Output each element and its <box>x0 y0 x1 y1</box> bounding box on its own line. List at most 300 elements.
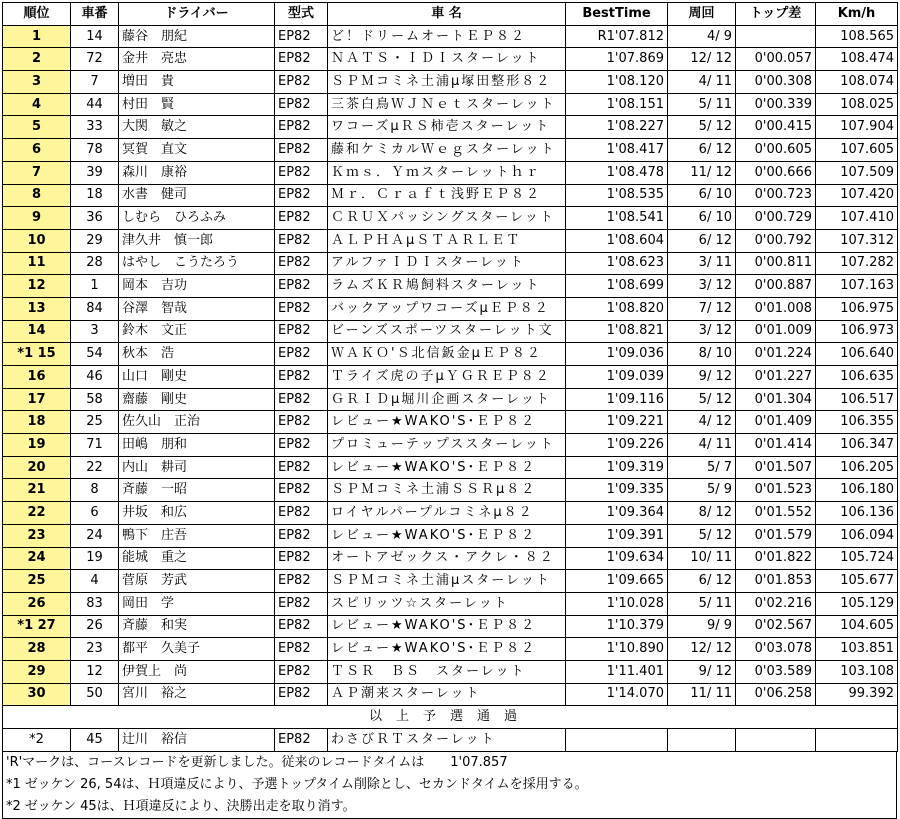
gap-cell: 0'01.224 <box>736 343 816 366</box>
car-name-cell: アルファＩＤＩスターレット <box>328 252 566 275</box>
position-cell: 8 <box>3 184 71 207</box>
table-row <box>3 116 898 139</box>
car-number-cell: 24 <box>71 524 119 547</box>
car-name-cell: スピリッツ☆スターレット <box>328 592 566 615</box>
gap-cell: 0'01.304 <box>736 388 816 411</box>
header-row <box>3 3 898 26</box>
car-name-cell: 藤和ケミカルＷｅｇスターレット <box>328 139 566 162</box>
dnq-position: *2 <box>3 729 71 752</box>
speed-cell: 107.312 <box>816 229 898 252</box>
driver-cell: 大関 敏之 <box>119 116 275 139</box>
car-name-cell: プロミューテップススターレット <box>328 434 566 457</box>
laps-cell: 3/ 11 <box>668 252 736 275</box>
car-number-cell: 23 <box>71 638 119 661</box>
best-time-cell: 1'11.401 <box>566 660 668 683</box>
note-penalty-2: *2 ゼッケン 45は、Ｈ項違反により、決勝出走を取り消す。 <box>6 798 356 814</box>
table-row <box>3 207 898 230</box>
best-time-cell: 1'09.335 <box>566 479 668 502</box>
driver-cell: 斉藤 一昭 <box>119 479 275 502</box>
model-cell: EP82 <box>275 275 328 298</box>
speed-cell: 103.108 <box>816 660 898 683</box>
driver-cell: 齋藤 剛史 <box>119 388 275 411</box>
car-number-cell: 3 <box>71 320 119 343</box>
speed-cell: 107.282 <box>816 252 898 275</box>
car-name-cell: ＮＡＴＳ・ＩＤＩスターレット <box>328 48 566 71</box>
model-cell: EP82 <box>275 252 328 275</box>
speed-cell: 106.347 <box>816 434 898 457</box>
car-number-cell: 6 <box>71 502 119 525</box>
header-speed: Km/h <box>816 3 898 26</box>
car-number-cell: 12 <box>71 660 119 683</box>
laps-cell: 5/ 7 <box>668 456 736 479</box>
table-row <box>3 434 898 457</box>
position-cell: 12 <box>3 275 71 298</box>
car-name-cell: ＧＲＩＤμ堀川企画スターレット <box>328 388 566 411</box>
car-name-cell: 三茶白鳥ＷＪＮｅｔスターレット <box>328 93 566 116</box>
car-number-cell: 39 <box>71 161 119 184</box>
model-cell: EP82 <box>275 502 328 525</box>
position-cell: 19 <box>3 434 71 457</box>
position-cell: 9 <box>3 207 71 230</box>
model-cell: EP82 <box>275 93 328 116</box>
speed-cell: 105.677 <box>816 570 898 593</box>
best-time-cell: 1'10.379 <box>566 615 668 638</box>
table-row <box>3 25 898 48</box>
best-time-cell: R1'07.812 <box>566 25 668 48</box>
car-number-cell: 78 <box>71 139 119 162</box>
gap-cell: 0'00.792 <box>736 229 816 252</box>
speed-cell: 106.975 <box>816 297 898 320</box>
dnq-car-number: 45 <box>71 729 119 752</box>
car-name-cell: Ｔライズ虎の子μＹＧＲＥＰ８２ <box>328 366 566 389</box>
model-cell: EP82 <box>275 297 328 320</box>
laps-cell: 5/ 11 <box>668 592 736 615</box>
model-cell: EP82 <box>275 71 328 94</box>
laps-cell: 9/ 9 <box>668 615 736 638</box>
gap-cell: 0'00.811 <box>736 252 816 275</box>
laps-cell: 6/ 12 <box>668 229 736 252</box>
speed-cell: 106.355 <box>816 411 898 434</box>
gap-cell: 0'01.552 <box>736 502 816 525</box>
car-number-cell: 19 <box>71 547 119 570</box>
model-cell: EP82 <box>275 660 328 683</box>
qualified-separator-row <box>3 706 898 729</box>
best-time-cell: 1'10.890 <box>566 638 668 661</box>
position-cell: 7 <box>3 161 71 184</box>
car-number-cell: 36 <box>71 207 119 230</box>
gap-cell: 0'02.567 <box>736 615 816 638</box>
table-row <box>3 252 898 275</box>
speed-cell: 108.565 <box>816 25 898 48</box>
laps-cell: 6/ 10 <box>668 184 736 207</box>
table-row <box>3 683 898 706</box>
speed-cell: 107.420 <box>816 184 898 207</box>
model-cell: EP82 <box>275 683 328 706</box>
car-name-cell: ワコーズμＲＳ柿壱スターレット <box>328 116 566 139</box>
car-name-cell: ＳＰＭコミネ土浦μ塚田整形８２ <box>328 71 566 94</box>
car-number-cell: 84 <box>71 297 119 320</box>
results-table <box>2 2 898 752</box>
header-driver: ドライバー <box>119 3 275 26</box>
car-number-cell: 71 <box>71 434 119 457</box>
best-time-cell: 1'07.869 <box>566 48 668 71</box>
position-cell: 2 <box>3 48 71 71</box>
gap-cell: 0'03.078 <box>736 638 816 661</box>
car-number-cell: 29 <box>71 229 119 252</box>
laps-cell: 3/ 12 <box>668 275 736 298</box>
header-car-number: 車番 <box>71 3 119 26</box>
best-time-cell: 1'09.036 <box>566 343 668 366</box>
driver-cell: 増田 貴 <box>119 71 275 94</box>
laps-cell: 9/ 12 <box>668 660 736 683</box>
driver-cell: 水書 健司 <box>119 184 275 207</box>
gap-cell: 0'01.409 <box>736 411 816 434</box>
gap-cell: 0'01.507 <box>736 456 816 479</box>
speed-cell: 106.205 <box>816 456 898 479</box>
results-sheet <box>2 2 897 819</box>
laps-cell: 5/ 11 <box>668 93 736 116</box>
best-time-cell: 1'09.116 <box>566 388 668 411</box>
table-row <box>3 229 898 252</box>
note-penalty-1: *1 ゼッケン 26, 54は、Ｈ項違反により、予選トップタイム削除とし、セカンドタイムを採用する。 <box>6 776 588 792</box>
laps-cell: 3/ 12 <box>668 320 736 343</box>
table-row <box>3 275 898 298</box>
laps-cell: 11/ 12 <box>668 161 736 184</box>
table-row <box>3 479 898 502</box>
position-cell: 13 <box>3 297 71 320</box>
model-cell: EP82 <box>275 320 328 343</box>
position-cell: 28 <box>3 638 71 661</box>
dnq-gap <box>736 729 816 752</box>
car-number-cell: 26 <box>71 615 119 638</box>
car-number-cell: 58 <box>71 388 119 411</box>
position-cell: 29 <box>3 660 71 683</box>
best-time-cell: 1'08.535 <box>566 184 668 207</box>
driver-cell: 菅原 芳武 <box>119 570 275 593</box>
model-cell: EP82 <box>275 570 328 593</box>
model-cell: EP82 <box>275 479 328 502</box>
table-row <box>3 615 898 638</box>
gap-cell: 0'00.308 <box>736 71 816 94</box>
model-cell: EP82 <box>275 139 328 162</box>
gap-cell: 0'00.887 <box>736 275 816 298</box>
position-cell: 23 <box>3 524 71 547</box>
table-row <box>3 592 898 615</box>
table-row <box>3 502 898 525</box>
dnq-car-name: わさびＲＴスターレット <box>328 729 566 752</box>
car-name-cell: Ｋｍｓ．Ｙｍスターレットｈｒ <box>328 161 566 184</box>
position-cell: 21 <box>3 479 71 502</box>
best-time-cell: 1'08.541 <box>566 207 668 230</box>
best-time-cell: 1'08.820 <box>566 297 668 320</box>
car-number-cell: 14 <box>71 25 119 48</box>
model-cell: EP82 <box>275 524 328 547</box>
table-row <box>3 547 898 570</box>
best-time-cell: 1'09.039 <box>566 366 668 389</box>
table-row <box>3 139 898 162</box>
model-cell: EP82 <box>275 229 328 252</box>
car-name-cell: オートアゼックス・アクレ・８２ <box>328 547 566 570</box>
driver-cell: 田嶋 朋和 <box>119 434 275 457</box>
speed-cell: 105.724 <box>816 547 898 570</box>
results-body <box>3 25 898 706</box>
speed-cell: 106.635 <box>816 366 898 389</box>
gap-cell: 0'01.227 <box>736 366 816 389</box>
car-name-cell: ＷＡＫＯ'Ｓ北信鈑金μＥＰ８２ <box>328 343 566 366</box>
driver-cell: 宮川 裕之 <box>119 683 275 706</box>
header-best-time: BestTime <box>566 3 668 26</box>
speed-cell: 108.074 <box>816 71 898 94</box>
dnq-row <box>3 729 898 752</box>
car-number-cell: 28 <box>71 252 119 275</box>
model-cell: EP82 <box>275 366 328 389</box>
car-name-cell: ＴＳＲ ＢＳ スターレット <box>328 660 566 683</box>
model-cell: EP82 <box>275 161 328 184</box>
table-row <box>3 48 898 71</box>
dnq-speed <box>816 729 898 752</box>
car-name-cell: バックアップワコーズμＥＰ８２ <box>328 297 566 320</box>
driver-cell: 秋本 浩 <box>119 343 275 366</box>
driver-cell: 森川 康裕 <box>119 161 275 184</box>
laps-cell: 12/ 12 <box>668 48 736 71</box>
car-name-cell: ＳＰＭコミネ土浦μスターレット <box>328 570 566 593</box>
best-time-cell: 1'09.391 <box>566 524 668 547</box>
speed-cell: 99.392 <box>816 683 898 706</box>
laps-cell: 4/ 12 <box>668 411 736 434</box>
car-name-cell: ＡＬＰＨＡμＳＴＡＲＬＥＴ <box>328 229 566 252</box>
car-number-cell: 46 <box>71 366 119 389</box>
driver-cell: はやし こうたろう <box>119 252 275 275</box>
note-record: 'R'マークは、コースレコードを更新しました。従来のレコードタイムは 1'07.857 <box>6 754 508 770</box>
table-row <box>3 320 898 343</box>
gap-cell: 0'06.258 <box>736 683 816 706</box>
model-cell: EP82 <box>275 615 328 638</box>
position-cell: 22 <box>3 502 71 525</box>
car-name-cell: レビュー★WAKO'S･ＥＰ８２ <box>328 411 566 434</box>
gap-cell: 0'01.008 <box>736 297 816 320</box>
table-row <box>3 71 898 94</box>
car-number-cell: 7 <box>71 71 119 94</box>
laps-cell: 4/ 11 <box>668 434 736 457</box>
best-time-cell: 1'09.665 <box>566 570 668 593</box>
header-car-name: 車 名 <box>328 3 566 26</box>
car-number-cell: 72 <box>71 48 119 71</box>
position-cell: 4 <box>3 93 71 116</box>
car-number-cell: 1 <box>71 275 119 298</box>
car-name-cell: ＣＲＵＸパッシングスターレット <box>328 207 566 230</box>
gap-cell: 0'00.415 <box>736 116 816 139</box>
model-cell: EP82 <box>275 547 328 570</box>
gap-cell: 0'01.579 <box>736 524 816 547</box>
laps-cell: 7/ 12 <box>668 297 736 320</box>
laps-cell: 5/ 12 <box>668 524 736 547</box>
car-name-cell: レビュー★WAKO'S･ＥＰ８２ <box>328 524 566 547</box>
speed-cell: 107.410 <box>816 207 898 230</box>
model-cell: EP82 <box>275 411 328 434</box>
car-name-cell: ＡＰ潮来スターレット <box>328 683 566 706</box>
table-row <box>3 660 898 683</box>
car-number-cell: 83 <box>71 592 119 615</box>
gap-cell: 0'00.057 <box>736 48 816 71</box>
speed-cell: 105.129 <box>816 592 898 615</box>
driver-cell: 村田 賢 <box>119 93 275 116</box>
speed-cell: 106.640 <box>816 343 898 366</box>
car-name-cell: Ｍｒ．Ｃｒａｆｔ浅野ＥＰ８２ <box>328 184 566 207</box>
dnq-laps <box>668 729 736 752</box>
driver-cell: 津久井 慎一郎 <box>119 229 275 252</box>
driver-cell: 岡本 吉功 <box>119 275 275 298</box>
laps-cell: 6/ 12 <box>668 139 736 162</box>
driver-cell: 内山 耕司 <box>119 456 275 479</box>
model-cell: EP82 <box>275 592 328 615</box>
laps-cell: 9/ 12 <box>668 366 736 389</box>
gap-cell: 0'01.009 <box>736 320 816 343</box>
speed-cell: 104.605 <box>816 615 898 638</box>
gap-cell: 0'00.339 <box>736 93 816 116</box>
header-laps: 周回 <box>668 3 736 26</box>
speed-cell: 107.904 <box>816 116 898 139</box>
gap-cell: 0'00.666 <box>736 161 816 184</box>
gap-cell: 0'01.822 <box>736 547 816 570</box>
driver-cell: 井坂 和広 <box>119 502 275 525</box>
model-cell: EP82 <box>275 456 328 479</box>
gap-cell: 0'01.414 <box>736 434 816 457</box>
car-number-cell: 22 <box>71 456 119 479</box>
car-name-cell: ロイヤルパープルコミネμ８２ <box>328 502 566 525</box>
speed-cell: 106.180 <box>816 479 898 502</box>
model-cell: EP82 <box>275 25 328 48</box>
table-row <box>3 456 898 479</box>
position-cell: 30 <box>3 683 71 706</box>
table-row <box>3 297 898 320</box>
position-cell: 14 <box>3 320 71 343</box>
model-cell: EP82 <box>275 116 328 139</box>
best-time-cell: 1'09.634 <box>566 547 668 570</box>
speed-cell: 107.163 <box>816 275 898 298</box>
laps-cell: 5/ 9 <box>668 479 736 502</box>
driver-cell: 金井 亮忠 <box>119 48 275 71</box>
car-number-cell: 33 <box>71 116 119 139</box>
position-cell: 18 <box>3 411 71 434</box>
model-cell: EP82 <box>275 638 328 661</box>
laps-cell: 6/ 12 <box>668 570 736 593</box>
position-cell: 17 <box>3 388 71 411</box>
driver-cell: しむら ひろふみ <box>119 207 275 230</box>
driver-cell: 佐久山 正治 <box>119 411 275 434</box>
best-time-cell: 1'10.028 <box>566 592 668 615</box>
gap-cell: 0'00.729 <box>736 207 816 230</box>
model-cell: EP82 <box>275 207 328 230</box>
speed-cell: 106.136 <box>816 502 898 525</box>
car-number-cell: 44 <box>71 93 119 116</box>
table-row <box>3 411 898 434</box>
car-number-cell: 4 <box>71 570 119 593</box>
table-row <box>3 343 898 366</box>
laps-cell: 8/ 12 <box>668 502 736 525</box>
best-time-cell: 1'08.227 <box>566 116 668 139</box>
position-cell: 11 <box>3 252 71 275</box>
notes-box <box>2 752 897 819</box>
gap-cell: 0'00.723 <box>736 184 816 207</box>
best-time-cell: 1'14.070 <box>566 683 668 706</box>
car-name-cell: ど！ドリームオートＥＰ８２ <box>328 25 566 48</box>
table-row <box>3 366 898 389</box>
dnq-best-time <box>566 729 668 752</box>
driver-cell: 斉藤 和実 <box>119 615 275 638</box>
driver-cell: 鴨下 庄吾 <box>119 524 275 547</box>
laps-cell: 4/ 11 <box>668 71 736 94</box>
table-row <box>3 184 898 207</box>
model-cell: EP82 <box>275 434 328 457</box>
speed-cell: 106.517 <box>816 388 898 411</box>
laps-cell: 12/ 12 <box>668 638 736 661</box>
speed-cell: 106.973 <box>816 320 898 343</box>
gap-cell: 0'01.853 <box>736 570 816 593</box>
best-time-cell: 1'08.151 <box>566 93 668 116</box>
model-cell: EP82 <box>275 388 328 411</box>
laps-cell: 8/ 10 <box>668 343 736 366</box>
position-cell: 20 <box>3 456 71 479</box>
car-name-cell: ＳＰＭコミネ土浦ＳＳＲμ８２ <box>328 479 566 502</box>
driver-cell: 鈴木 文正 <box>119 320 275 343</box>
best-time-cell: 1'08.120 <box>566 71 668 94</box>
best-time-cell: 1'08.623 <box>566 252 668 275</box>
car-number-cell: 18 <box>71 184 119 207</box>
driver-cell: 能城 重之 <box>119 547 275 570</box>
laps-cell: 6/ 10 <box>668 207 736 230</box>
position-cell: 6 <box>3 139 71 162</box>
driver-cell: 冥賀 直文 <box>119 139 275 162</box>
table-row <box>3 524 898 547</box>
speed-cell: 103.851 <box>816 638 898 661</box>
position-cell: 25 <box>3 570 71 593</box>
position-cell: 5 <box>3 116 71 139</box>
speed-cell: 108.025 <box>816 93 898 116</box>
position-cell: 10 <box>3 229 71 252</box>
driver-cell: 岡田 学 <box>119 592 275 615</box>
best-time-cell: 1'09.319 <box>566 456 668 479</box>
header-model: 型式 <box>275 3 328 26</box>
speed-cell: 107.605 <box>816 139 898 162</box>
best-time-cell: 1'09.221 <box>566 411 668 434</box>
car-number-cell: 54 <box>71 343 119 366</box>
laps-cell: 4/ 9 <box>668 25 736 48</box>
table-row <box>3 570 898 593</box>
driver-cell: 谷澤 智哉 <box>119 297 275 320</box>
speed-cell: 107.509 <box>816 161 898 184</box>
model-cell: EP82 <box>275 48 328 71</box>
best-time-cell: 1'09.226 <box>566 434 668 457</box>
position-cell: *1 15 <box>3 343 71 366</box>
position-cell: 26 <box>3 592 71 615</box>
speed-cell: 106.094 <box>816 524 898 547</box>
best-time-cell: 1'08.821 <box>566 320 668 343</box>
table-row <box>3 93 898 116</box>
laps-cell: 10/ 11 <box>668 547 736 570</box>
car-name-cell: ラムズＫＲ鳩飼料スターレット <box>328 275 566 298</box>
best-time-cell: 1'08.604 <box>566 229 668 252</box>
qualified-separator: 以上予選通過 <box>3 706 898 729</box>
dnq-driver: 辻川 裕信 <box>119 729 275 752</box>
laps-cell: 5/ 12 <box>668 116 736 139</box>
gap-cell: 0'03.589 <box>736 660 816 683</box>
driver-cell: 藤谷 朋紀 <box>119 25 275 48</box>
laps-cell: 11/ 11 <box>668 683 736 706</box>
gap-cell: 0'00.605 <box>736 139 816 162</box>
car-number-cell: 50 <box>71 683 119 706</box>
table-row <box>3 388 898 411</box>
best-time-cell: 1'08.478 <box>566 161 668 184</box>
